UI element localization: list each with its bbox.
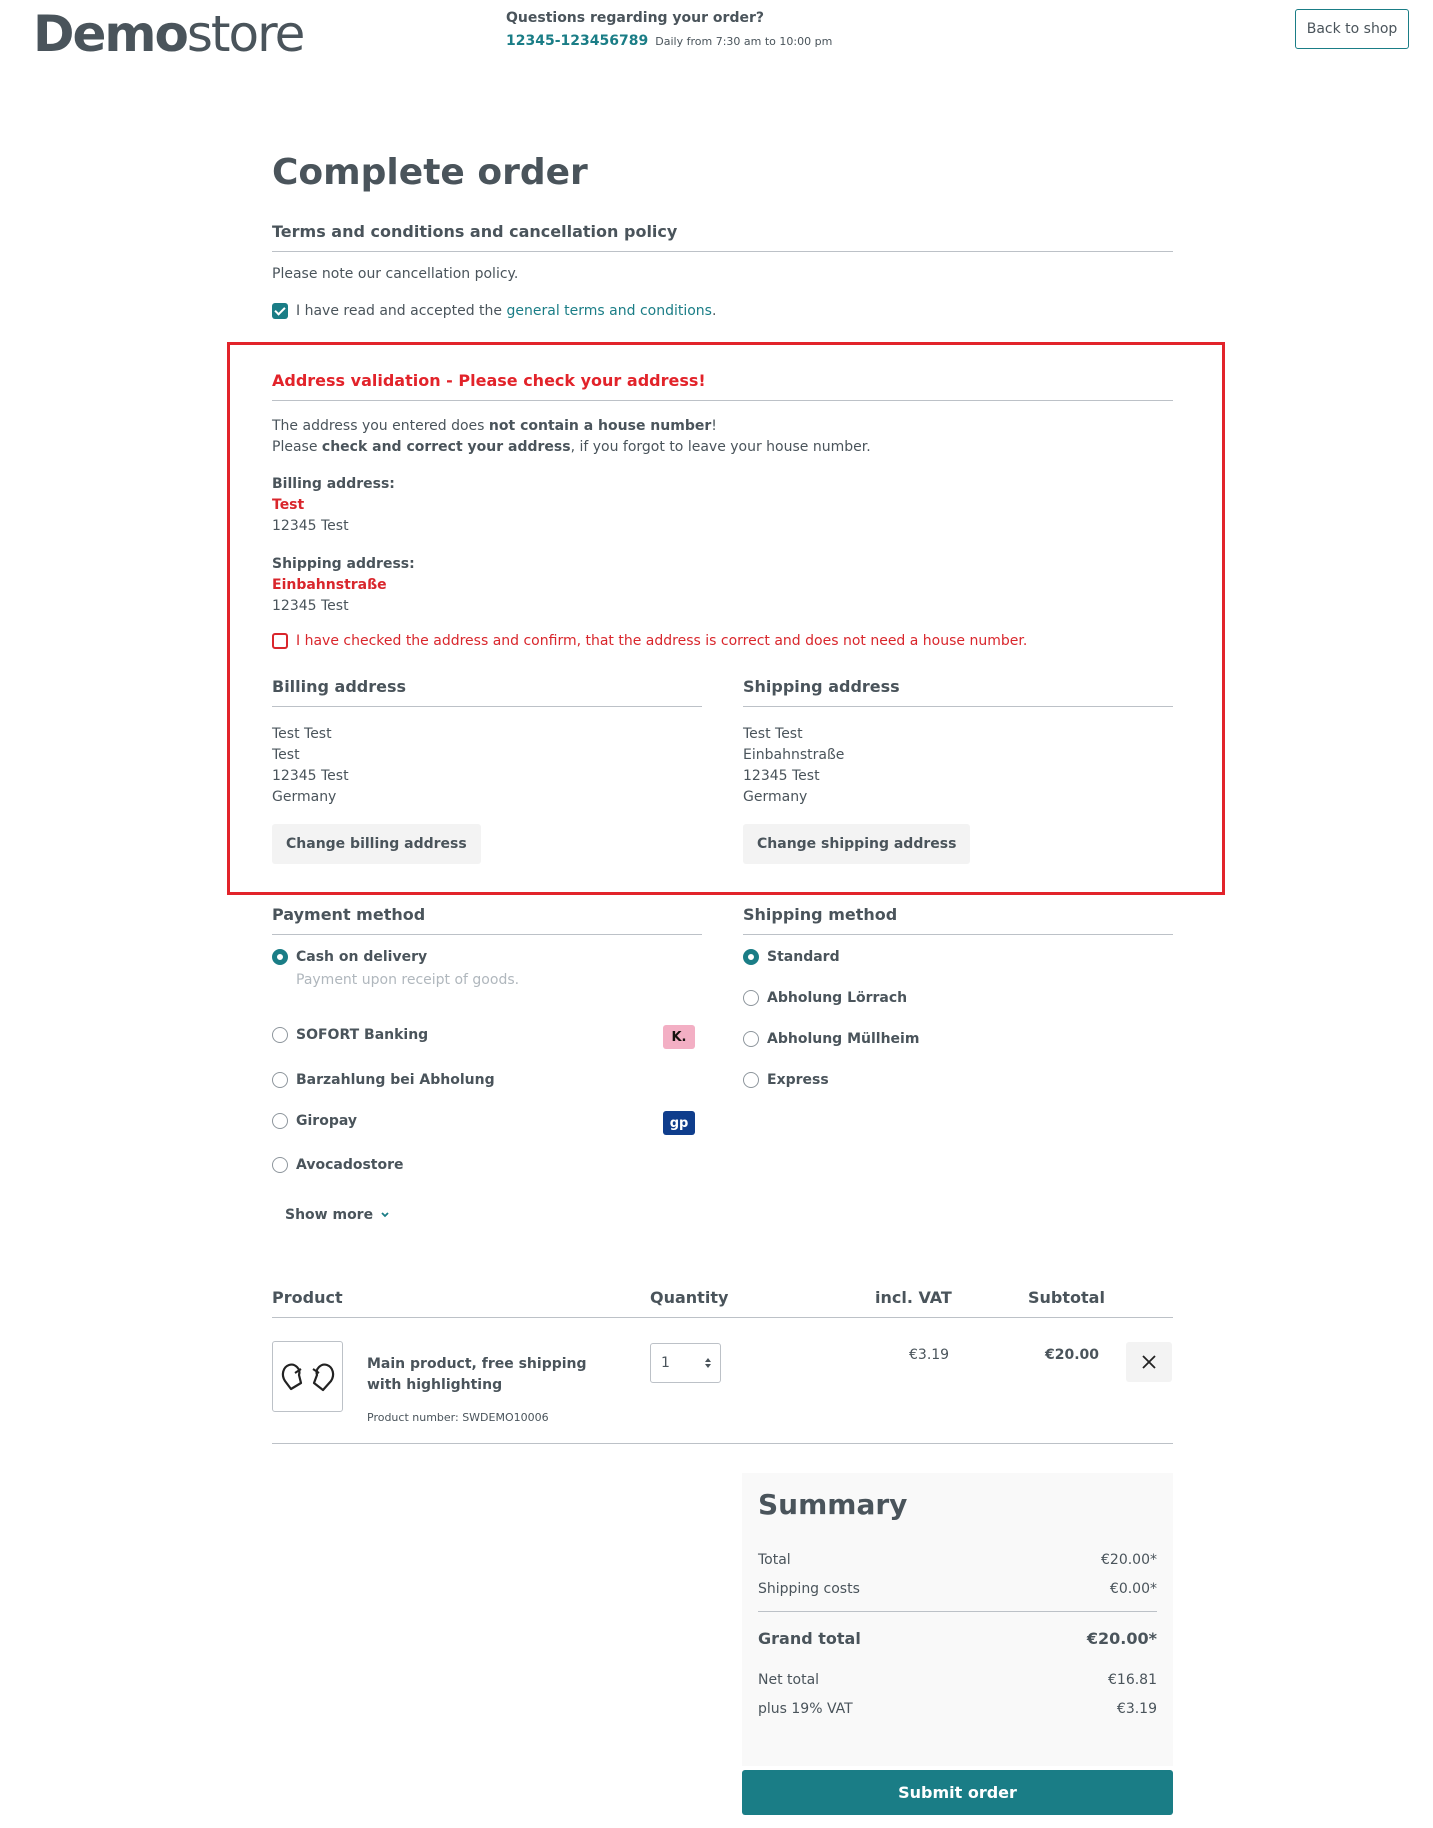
page-title: Complete order	[272, 152, 588, 193]
table-bottom-divider	[272, 1443, 1173, 1444]
address-confirm-text: I have checked the address and confirm, that the address is correct and does not need a house number.	[296, 633, 1028, 649]
giropay-logo-icon: gp	[663, 1111, 695, 1135]
summary-grand-total-row: Grand total €20.00*	[758, 1629, 1157, 1648]
shipping-option-muellheim[interactable]: Abholung Müllheim	[743, 1031, 919, 1047]
shipping-option-standard[interactable]: Standard	[743, 949, 840, 965]
validation-billing-street: Test	[272, 497, 305, 513]
validation-billing-city: 12345 Test	[272, 518, 349, 534]
radio-icon[interactable]	[272, 1157, 288, 1173]
quantity-select[interactable]: 1	[650, 1343, 721, 1383]
close-icon	[1141, 1354, 1157, 1370]
summary-title: Summary	[758, 1488, 908, 1521]
payment-option-avocadostore[interactable]: Avocadostore	[272, 1157, 404, 1173]
klarna-logo-icon: K.	[663, 1025, 695, 1049]
radio-selected-icon[interactable]	[272, 949, 288, 965]
hotline-number[interactable]: 12345-123456789	[506, 33, 649, 49]
table-header-divider	[272, 1317, 1173, 1318]
summary-shipping-row: Shipping costs €0.00*	[758, 1581, 1157, 1597]
back-to-shop-button[interactable]: Back to shop	[1295, 9, 1409, 49]
shipping-method-section	[743, 905, 1173, 1105]
payment-method-section	[272, 905, 702, 1245]
radio-icon[interactable]	[272, 1113, 288, 1129]
payment-method-title: Payment method	[272, 905, 702, 935]
product-subtotal: €20.00	[1045, 1347, 1100, 1363]
validation-billing-label: Billing address:	[272, 476, 395, 492]
shipping-option-loerrach[interactable]: Abholung Lörrach	[743, 990, 907, 1006]
payment-option-sofort[interactable]: SOFORT Banking	[272, 1027, 428, 1043]
radio-selected-icon[interactable]	[743, 949, 759, 965]
payment-option-giropay[interactable]: Giropay	[272, 1113, 357, 1129]
terms-link[interactable]: general terms and conditions	[506, 303, 712, 319]
product-vat: €3.19	[909, 1347, 950, 1363]
hotline-info	[506, 10, 832, 49]
submit-order-button[interactable]: Submit order	[742, 1770, 1173, 1815]
radio-icon[interactable]	[743, 1072, 759, 1088]
order-summary	[742, 1473, 1173, 1766]
payment-option-barzahlung[interactable]: Barzahlung bei Abholung	[272, 1072, 495, 1088]
summary-divider	[758, 1611, 1157, 1612]
summary-vat-row: plus 19% VAT €3.19	[758, 1701, 1157, 1717]
validation-shipping-street: Einbahnstraße	[272, 577, 387, 593]
summary-net-row: Net total €16.81	[758, 1672, 1157, 1688]
terms-title: Terms and conditions and cancellation policy	[272, 222, 1173, 252]
show-more-link[interactable]: Show more	[285, 1207, 390, 1223]
mittens-icon	[279, 1359, 337, 1395]
radio-icon[interactable]	[272, 1027, 288, 1043]
billing-address-title: Billing address	[272, 677, 702, 707]
validation-shipping-city: 12345 Test	[272, 598, 349, 614]
payment-option-cash-on-delivery[interactable]: Cash on delivery	[272, 949, 427, 965]
validation-message: The address you entered does not contain a house number! Please check and correct your address, if you forgot to leave your house number.	[272, 418, 871, 455]
select-arrows-icon	[704, 1357, 712, 1369]
radio-icon[interactable]	[743, 990, 759, 1006]
hotline-question: Questions regarding your order?	[506, 10, 764, 26]
terms-checkbox[interactable]	[272, 303, 288, 319]
validation-shipping-label: Shipping address:	[272, 556, 415, 572]
col-header-vat: incl. VAT	[875, 1288, 952, 1307]
col-header-subtotal: Subtotal	[1028, 1288, 1105, 1307]
product-number: Product number: SWDEMO10006	[367, 1411, 549, 1424]
store-logo[interactable]: Demostore	[33, 5, 304, 63]
billing-address-lines: Test Test Test 12345 Test Germany	[272, 726, 349, 805]
shipping-method-title: Shipping method	[743, 905, 1173, 935]
address-confirm-checkbox[interactable]	[272, 633, 288, 649]
col-header-product: Product	[272, 1288, 343, 1307]
change-billing-address-button[interactable]: Change billing address	[272, 824, 481, 864]
shipping-address-title: Shipping address	[743, 677, 1173, 707]
radio-icon[interactable]	[272, 1072, 288, 1088]
radio-icon[interactable]	[743, 1031, 759, 1047]
summary-total-row: Total €20.00*	[758, 1552, 1157, 1568]
shipping-address-lines: Test Test Einbahnstraße 12345 Test Germany	[743, 726, 845, 805]
chevron-down-icon	[380, 1211, 390, 1219]
shipping-option-express[interactable]: Express	[743, 1072, 829, 1088]
cancellation-policy-link[interactable]: Please note our cancellation policy.	[272, 266, 519, 282]
terms-accept-text: I have read and accepted the general terms and conditions.	[296, 303, 717, 319]
hotline-hours: Daily from 7:30 am to 10:00 pm	[655, 35, 833, 48]
col-header-quantity: Quantity	[650, 1288, 729, 1307]
product-name-link[interactable]: Main product, free shipping with highlighting	[367, 1356, 587, 1393]
remove-item-button[interactable]	[1126, 1342, 1172, 1382]
product-thumbnail[interactable]	[272, 1341, 343, 1412]
change-shipping-address-button[interactable]: Change shipping address	[743, 824, 970, 864]
payment-option-description: Payment upon receipt of goods.	[296, 972, 520, 988]
validation-title: Address validation - Please check your address!	[272, 371, 1173, 401]
